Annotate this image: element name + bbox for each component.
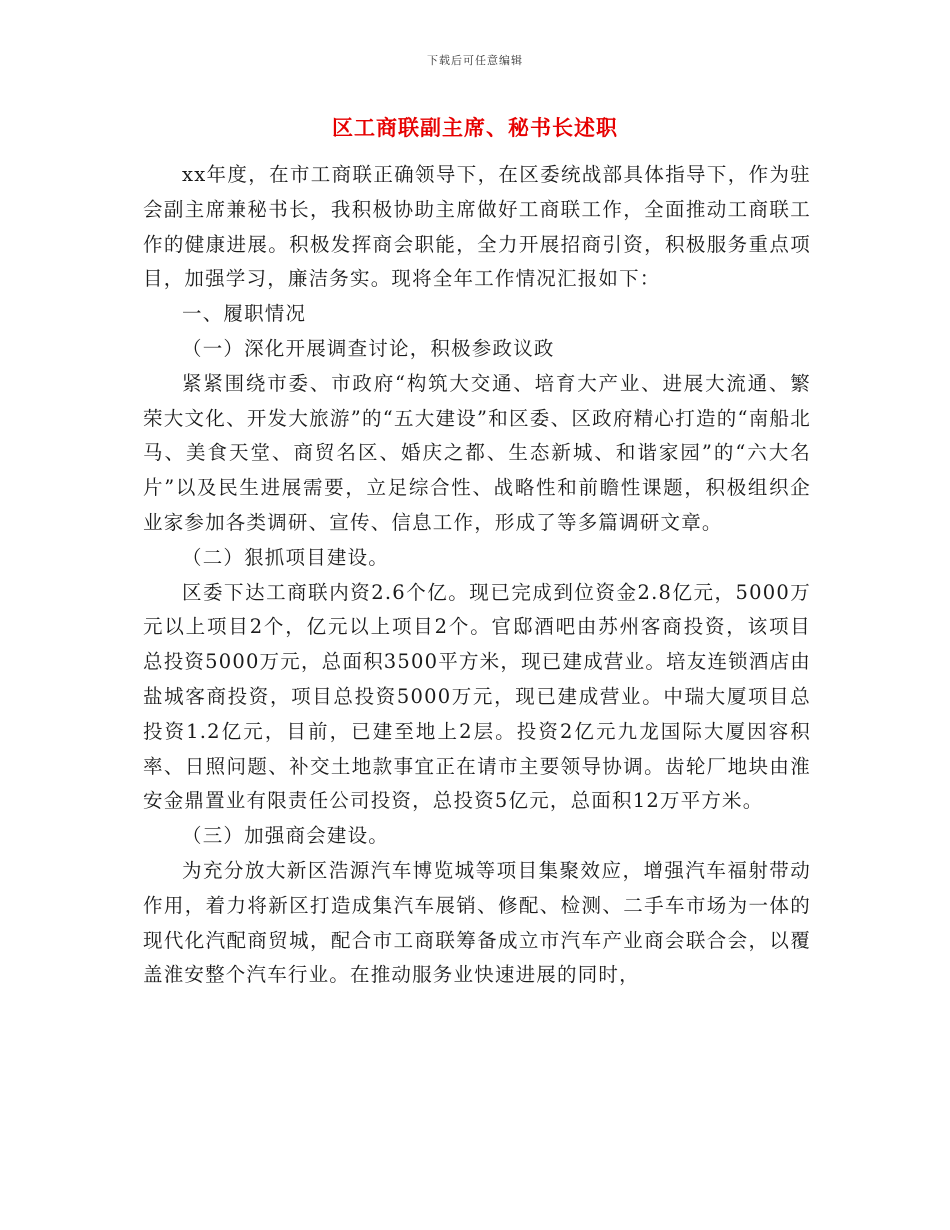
document-body (143, 158, 811, 993)
subsection-heading-projects: （二）狠抓项目建设。 (182, 545, 390, 569)
paragraph-research: 紧紧围绕市委、市政府“构筑大交通、培育大产业、进展大流通、繁荣大文化、开发大旅游”的“五大建设”和区委、区政府精心打造的“南船北马、美食天堂、商贸名区、婚庆之都、生态新城、和谐家园”的“六大名片”以及民生进展需要，立足综合性、战略性和前瞻性课题，积极组织企业家参加各类调研、宣传、信息工作，形成了等多篇调研文章。 (143, 371, 811, 534)
document-title: 区工商联副主席、秘书长述职 (332, 115, 618, 140)
subsection-heading-chamber: （三）加强商会建设。 (182, 824, 390, 848)
paragraph-chamber: 为充分放大新区浩源汽车博览城等项目集聚效应，增强汽车福射带动作用，着力将新区打造成集汽车展销、修配、检测、二手车市场为一体的现代化汽配商贸城，配合市工商联筹备成立市汽车产业商会联合会，以覆盖淮安整个汽车行业。在推动服务业快速进展的同时， (143, 858, 811, 987)
subsection-heading-research: （一）深化开展调查讨论，积极参政议政 (182, 336, 555, 360)
paragraph-intro: xx年度，在市工商联正确领导下，在区委统战部具体指导下，作为驻会副主席兼秘书长，我积极协助主席做好工商联工作，全面推动工商联工作的健康进展。积极发挥商会职能，全力开展招商引资，积极服务重点项目，加强学习，廉洁务实。现将全年工作情况汇报如下： (143, 163, 811, 291)
section-heading-duties: 一、履职情况 (182, 302, 307, 326)
paragraph-projects: 区委下达工商联内资2.6个亿。现已完成到位资金2.8亿元，5000万元以上项目2个，亿元以上项目2个。官邸酒吧由苏州客商投资，该项目总投资5000万元，总面积3500平方米，现已建成营业。培友连锁酒店由盐城客商投资，项目总投资5000万元，现已建成营业。中瑞大厦项目总投资1.2亿元，目前，已建至地上2层。投资2亿元九龙国际大厦因容积率、日照问题、补交土地款事宜正在请市主要领导协调。齿轮厂地块由淮安金鼎置业有限责任公司投资，总投资5亿元，总面积12万平方米。 (143, 580, 811, 813)
header-note: 下载后可任意编辑 (427, 54, 523, 67)
